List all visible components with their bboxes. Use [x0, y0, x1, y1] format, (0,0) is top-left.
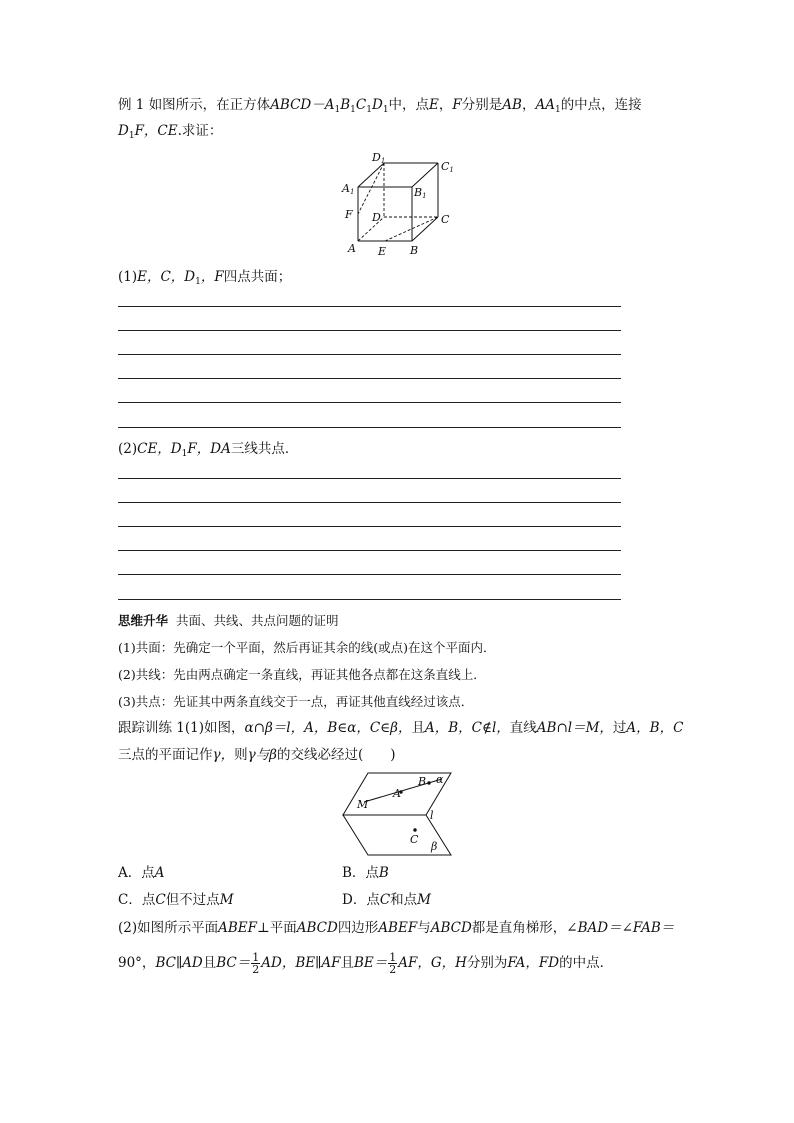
label-A: A — [348, 242, 356, 255]
summary-item: (3)共点：先证其中两条直线交于一点，再证其他直线经过该点． — [118, 694, 474, 709]
answer-line — [118, 306, 621, 307]
question-2b-line-2: 90°，BC∥AD且BC＝ $\frac{1}{2}$ AD，BE∥AF且BE＝ $\frac{1}{2}$ AF，G，H分别为FA，FD的中点． — [118, 951, 614, 976]
label-beta: β — [431, 840, 438, 853]
question-2b-line-1: (2)如图所示平面ABEF⊥平面ABCD四边形ABEF与ABCD都是直角梯形，∠BAD＝∠FAB＝ — [118, 920, 675, 936]
label-B1: B1 — [414, 186, 427, 200]
example-1-line-1: 例 1 如图所示，在正方体$ABCD-A_1B_1C_1D_1$中，点E，F分别是AB，$AA_1$的中点，连接 — [118, 97, 642, 115]
label-alpha: α — [436, 773, 444, 786]
answer-line — [118, 502, 621, 503]
label-B: B — [410, 244, 419, 257]
label-D1: D1 — [372, 151, 386, 165]
option-b[interactable]: B．点B — [342, 865, 389, 881]
fraction-one-half: $\frac{1}{2}$ — [389, 951, 397, 976]
label-B: B — [418, 775, 427, 788]
summary-item: (1)共面：先确定一个平面，然后再证其余的线(或点)在这个平面内． — [118, 640, 496, 655]
label-F: F — [345, 208, 353, 221]
answer-line — [118, 478, 621, 479]
label-M: M — [357, 798, 369, 811]
summary-item: (2)共线：先由两点确定一条直线，再证其他各点都在这条直线上． — [118, 667, 486, 682]
fraction-one-half: $\frac{1}{2}$ — [252, 951, 260, 976]
question-2: (2)CE，$D_1F$，DA三线共点． — [118, 441, 299, 459]
label-C1: C1 — [441, 160, 454, 174]
example-1-line-2: $D_1F$，CE.求证： — [118, 123, 223, 141]
question-1: (1)E，C，$D_1$，F四点共面； — [118, 269, 292, 287]
answer-line — [118, 526, 621, 527]
answer-line — [118, 427, 621, 428]
answer-line — [118, 402, 621, 403]
practice-line-1: 跟踪训练 1(1)如图，α∩β＝l，A，B∈α，C∈β，且A，B，C∉l，直线AB∩l＝M，过A，B，C — [118, 720, 684, 736]
answer-line — [118, 378, 621, 379]
example-label: 例 1 — [118, 97, 145, 113]
label-C: C — [410, 833, 419, 846]
planes-figure — [338, 770, 458, 858]
label-D: D — [372, 211, 381, 224]
option-c[interactable]: C．点C但不过点M — [118, 892, 234, 908]
label-E: E — [378, 245, 387, 258]
label-l: l — [430, 809, 434, 822]
cube-figure — [338, 148, 458, 258]
answer-line — [118, 599, 621, 600]
label-A1: A1 — [342, 182, 355, 196]
answer-line — [118, 354, 621, 355]
label-C: C — [441, 213, 450, 226]
option-d[interactable]: D．点C和点M — [342, 892, 431, 908]
practice-line-2: 三点的平面记作γ，则γ与β的交线必经过( ) — [118, 747, 396, 763]
answer-line — [118, 330, 621, 331]
answer-line — [118, 550, 621, 551]
summary-heading: 思维升华 共面、共线、共点问题的证明 — [118, 613, 339, 628]
practice-label: 跟踪训练 1 — [118, 720, 185, 736]
option-a[interactable]: A．点A — [118, 865, 165, 881]
label-A: A — [393, 787, 401, 800]
answer-line — [118, 574, 621, 575]
